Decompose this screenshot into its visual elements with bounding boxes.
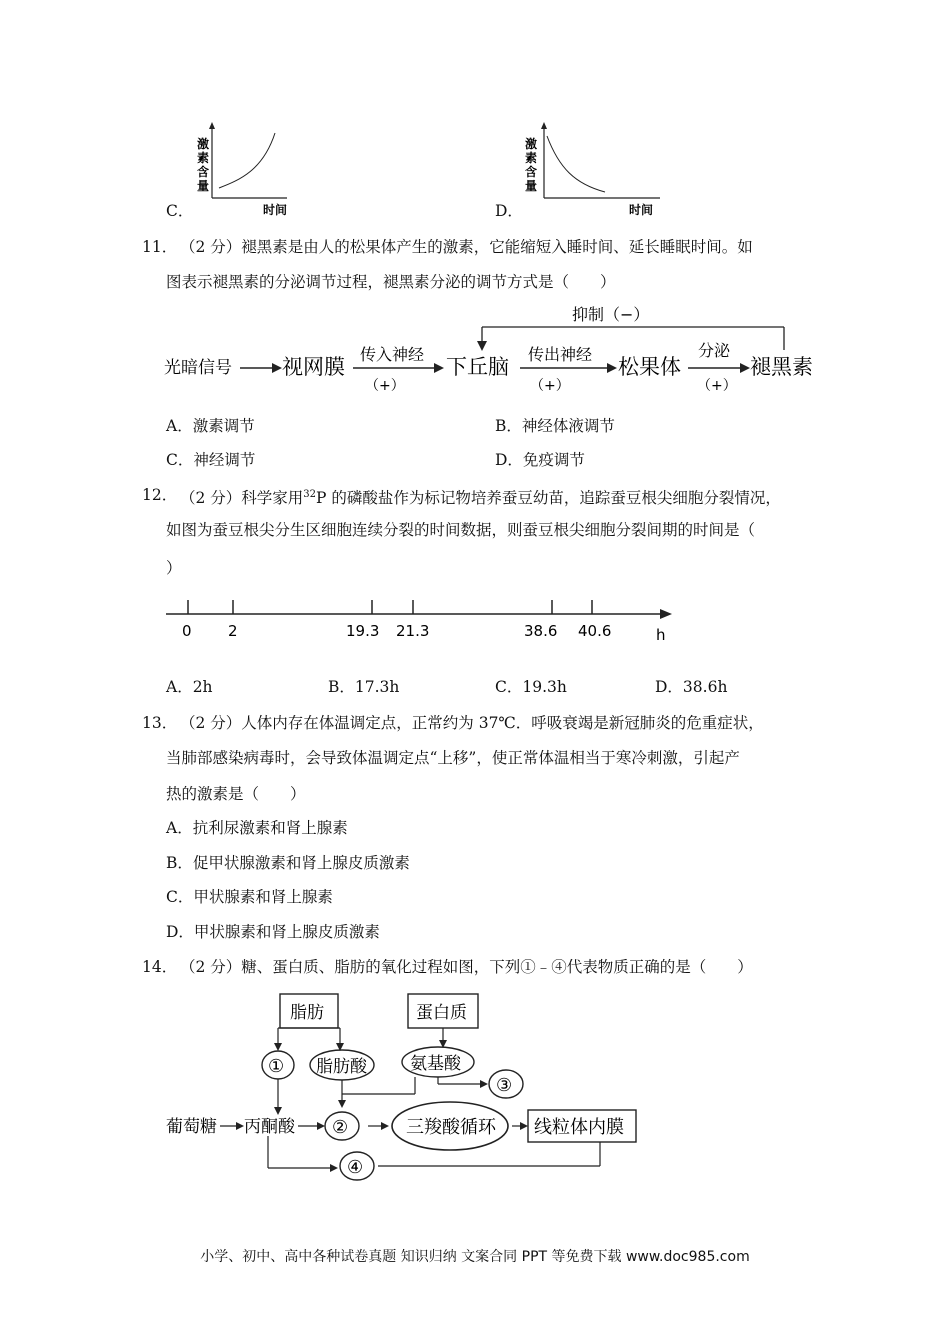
q10-d-y-arrow xyxy=(541,122,547,129)
q12-option-a[interactable]: A．2h xyxy=(166,678,213,696)
q10-c-ylabel-2: 素 xyxy=(197,151,210,165)
q10-graph-c xyxy=(195,118,290,218)
q14-line1: （2 分）糖、蛋白质、脂肪的氧化过程如图，下列①﹣④代表物质正确的是（ ） xyxy=(180,958,753,976)
q12-unit-label: h xyxy=(656,626,666,644)
q10-d-curve xyxy=(547,136,605,192)
q12-option-c[interactable]: C．19.3h xyxy=(495,678,567,696)
q11-node-retina: 视网膜 xyxy=(282,355,345,379)
q12-line1 xyxy=(180,485,781,508)
q10-c-y-arrow xyxy=(209,122,215,129)
q12-option-d[interactable]: D．38.6h xyxy=(655,678,728,696)
q12-number: 12． xyxy=(142,486,178,504)
q14-number: 14． xyxy=(142,958,178,976)
q14-to-c2-head xyxy=(338,1100,346,1108)
q14-circle-1-label: ① xyxy=(268,1056,285,1077)
q12-tick-label-21-3: 21.3 xyxy=(396,622,430,640)
q14-c2-to-tca-head xyxy=(381,1122,389,1130)
q12-tick-label-0: 0 xyxy=(182,622,192,640)
q11-feedback-label: 抑制（−） xyxy=(572,305,650,324)
q10-d-xlabel: 时间 xyxy=(629,203,654,217)
q13-line3: 热的激素是（ ） xyxy=(166,785,306,803)
q11-arrow-label-afferent: 传入神经 xyxy=(360,345,425,364)
q14-circle-4-label: ④ xyxy=(347,1157,364,1178)
q11-node-light-signal: 光暗信号 xyxy=(164,358,232,378)
q11-node-hypothalamus: 下丘脑 xyxy=(446,355,509,379)
q11-option-c[interactable]: C．神经调节 xyxy=(166,451,256,469)
q14-pyruvate-to-c2-head xyxy=(317,1122,325,1130)
q12-tick-label-38-6: 38.6 xyxy=(524,622,558,640)
q11-node-melatonin: 褪黑素 xyxy=(750,355,813,379)
q10-c-ylabel-4: 量 xyxy=(197,179,210,193)
q13-option-c[interactable]: C．甲状腺素和肾上腺素 xyxy=(166,888,333,906)
q11-arrow-label-efferent: 传出神经 xyxy=(528,345,593,364)
q11-feedback-arrowhead xyxy=(477,341,487,351)
q11-number: 11． xyxy=(142,238,178,256)
q14-aminoacid-label: 氨基酸 xyxy=(410,1054,461,1074)
q13-option-d[interactable]: D．甲状腺素和肾上腺皮质激素 xyxy=(166,923,380,941)
q10-graph-d xyxy=(523,118,663,218)
q14-circle-3-label: ③ xyxy=(496,1075,513,1096)
q11-arrow-label-secrete: 分泌 xyxy=(698,341,731,360)
q11-arrow-plus-1: （+） xyxy=(365,378,405,394)
q13-option-a[interactable]: A．抗利尿激素和肾上腺素 xyxy=(166,819,348,837)
q14-protein-label: 蛋白质 xyxy=(416,1003,467,1023)
q11-diagram xyxy=(160,300,840,400)
q11-arrowhead-1 xyxy=(272,363,282,373)
q14-amino-to-c3-head xyxy=(480,1080,488,1088)
q12-timeline xyxy=(160,592,690,652)
q10-c-ylabel-3: 含 xyxy=(197,165,210,179)
q14-fattyacid-label: 脂肪酸 xyxy=(316,1057,367,1077)
q11-arrowhead-4 xyxy=(740,363,750,373)
q14-tca-label: 三羧酸循环 xyxy=(406,1117,496,1138)
q12-tick-label-40-6: 40.6 xyxy=(578,622,612,640)
q12-line3: ） xyxy=(166,559,182,577)
q12-timeline-arrowhead xyxy=(660,609,672,619)
q10-option-d-label: D． xyxy=(495,202,523,220)
q10-c-xlabel: 时间 xyxy=(263,203,288,217)
q10-c-curve xyxy=(219,133,275,188)
q14-c1-to-pyruvate-head xyxy=(274,1107,282,1115)
q11-option-d[interactable]: D．免疫调节 xyxy=(495,451,585,469)
q12-isotope-sup: 32 xyxy=(303,489,317,500)
q14-circle-2-label: ② xyxy=(332,1117,349,1138)
q11-option-b[interactable]: B．神经体液调节 xyxy=(495,417,615,435)
q12-tick-label-2: 2 xyxy=(228,622,238,640)
q12-line1-pre: （2 分）科学家用 xyxy=(180,489,304,508)
q14-glucose-to-pyruvate-head xyxy=(236,1122,244,1130)
q14-mito-label: 线粒体内膜 xyxy=(534,1117,624,1138)
q13-line2: 当肺部感染病毒时，会导致体温调定点“上移”，使正常体温相当于寒冷刺激，引起产 xyxy=(166,749,740,767)
q11-arrow-plus-2: （+） xyxy=(530,378,570,394)
q13-line1: （2 分）人体内存在体温调定点，正常约为 37℃．呼吸衰竭是新冠肺炎的危重症状， xyxy=(180,714,764,732)
q14-tca-to-mito-head xyxy=(520,1122,528,1130)
q14-fat-to-c1-head xyxy=(274,1043,282,1051)
q14-diagram xyxy=(160,988,650,1188)
q12-tick-label-19-3: 19.3 xyxy=(346,622,380,640)
q11-arrowhead-3 xyxy=(607,363,617,373)
q14-fat-label: 脂肪 xyxy=(290,1003,324,1023)
q11-arrow-plus-3: （+） xyxy=(697,378,737,394)
q11-line2: 图表示褪黑素的分泌调节过程，褪黑素分泌的调节方式是（ ） xyxy=(166,273,616,291)
q11-node-pineal: 松果体 xyxy=(618,355,681,379)
q12-line1-post: P 的磷酸盐作为标记物培养蚕豆幼苗，追踪蚕豆根尖细胞分裂情况， xyxy=(316,489,781,508)
q12-option-b[interactable]: B．17.3h xyxy=(328,678,400,696)
q14-pyruvate-to-c4-head xyxy=(330,1164,338,1172)
q10-d-ylabel-2: 素 xyxy=(525,151,538,165)
q14-pyruvate-label: 丙酮酸 xyxy=(244,1117,295,1137)
q14-glucose-label: 葡萄糖 xyxy=(166,1117,217,1137)
q11-arrowhead-2 xyxy=(434,363,444,373)
q13-option-b[interactable]: B．促甲状腺激素和肾上腺皮质激素 xyxy=(166,854,410,872)
q10-d-ylabel-4: 量 xyxy=(525,179,538,193)
q10-c-ylabel-1: 激 xyxy=(197,137,210,151)
page-footer: 小学、初中、高中各种试卷真题 知识归纳 文案合同 PPT 等免费下载 www.doc985.com xyxy=(200,1249,750,1265)
q10-d-ylabel-1: 激 xyxy=(525,137,538,151)
q11-line1: （2 分）褪黑素是由人的松果体产生的激素，它能缩短入睡时间、延长睡眠时间。如 xyxy=(180,238,753,256)
q10-option-c-label: C． xyxy=(166,202,194,220)
q12-line2: 如图为蚕豆根尖分生区细胞连续分裂的时间数据，则蚕豆根尖细胞分裂间期的时间是（ xyxy=(166,521,756,539)
q11-option-a[interactable]: A．激素调节 xyxy=(166,417,255,435)
q13-number: 13． xyxy=(142,714,178,732)
q10-d-ylabel-3: 含 xyxy=(525,165,538,179)
